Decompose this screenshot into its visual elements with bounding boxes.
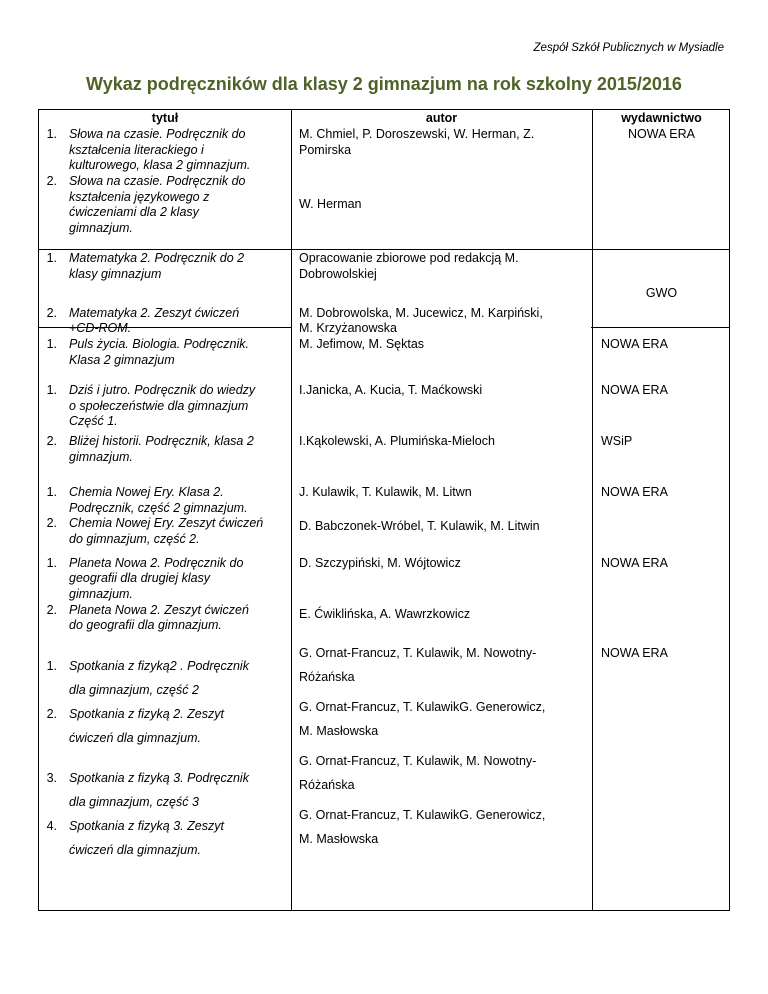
author-line: Różańska — [299, 778, 355, 792]
book-title-line: o społeczeństwie dla gimnazjum — [69, 399, 249, 413]
book-title-line: Puls życia. Biologia. Podręcznik. — [69, 337, 249, 351]
book-title-line: ćwiczeń dla gimnazjum. — [69, 731, 201, 745]
book-title-line: Spotkania z fizyką 3. Podręcznik — [69, 771, 249, 785]
item-number: 2. — [46, 174, 57, 188]
column-divider — [592, 110, 593, 910]
item-number: 2. — [46, 306, 57, 320]
author-line: M. Krzyżanowska — [299, 321, 397, 335]
book-title-line: Matematyka 2. Podręcznik do 2 — [69, 251, 245, 265]
book-title-line: dla gimnazjum, część 2 — [69, 683, 199, 697]
author-line: D. Babczonek-Wróbel, T. Kulawik, M. Litwin — [299, 519, 540, 533]
item-number: 4. — [46, 819, 57, 833]
author-line: G. Ornat-Francuz, T. KulawikG. Generowicz, — [299, 700, 546, 714]
publisher-name: NOWA ERA — [601, 337, 668, 351]
textbook-table — [38, 109, 730, 911]
item-number: 3. — [46, 771, 57, 785]
publisher-name: NOWA ERA — [601, 383, 668, 397]
author-line: M. Masłowska — [299, 832, 379, 846]
column-header-author: autor — [425, 111, 458, 125]
item-number: 1. — [46, 383, 57, 397]
book-title-line: Słowa na czasie. Podręcznik do — [69, 127, 246, 141]
author-line: Opracowanie zbiorowe pod redakcją M. — [299, 251, 519, 265]
book-title-line: dla gimnazjum, część 3 — [69, 795, 199, 809]
book-title-line: kształcenia literackiego i — [69, 143, 204, 157]
author-line: M. Dobrowolska, M. Jucewicz, M. Karpiński, — [299, 306, 543, 320]
item-number: 1. — [46, 251, 57, 265]
book-title-line: gimnazjum. — [69, 450, 133, 464]
author-line: D. Szczypiński, M. Wójtowicz — [299, 556, 461, 570]
item-number: 1. — [46, 127, 57, 141]
book-title-line: kształcenia językowego z — [69, 190, 210, 204]
publisher-name: NOWA ERA — [601, 556, 668, 570]
book-title-line: kulturowego, klasa 2 gimnazjum. — [69, 158, 251, 172]
row-divider — [291, 249, 729, 250]
book-title-line: ćwiczeń dla gimnazjum. — [69, 843, 201, 857]
author-line: Dobrowolskiej — [299, 267, 377, 281]
row-divider — [591, 327, 729, 328]
item-number: 1. — [46, 659, 57, 673]
book-title-line: Spotkania z fizyką2 . Podręcznik — [69, 659, 249, 673]
author-line: Pomirska — [299, 143, 352, 157]
book-title-line: +CD-ROM. — [69, 321, 132, 335]
author-line: W. Herman — [299, 197, 362, 211]
book-title-line: Planeta Nowa 2. Zeszyt ćwiczeń — [69, 603, 249, 617]
publisher-name: WSiP — [601, 434, 633, 448]
book-title-line: Dziś i jutro. Podręcznik do wiedzy — [69, 383, 256, 397]
publisher-name: NOWA ERA — [628, 127, 695, 141]
column-header-title: tytuł — [151, 111, 179, 125]
author-line: I.Janicka, A. Kucia, T. Maćkowski — [299, 383, 483, 397]
book-title-line: Chemia Nowej Ery. Klasa 2. — [69, 485, 224, 499]
author-line: I.Kąkolewski, A. Plumińska-Mieloch — [299, 434, 495, 448]
column-header-publisher: wydawnictwo — [621, 111, 702, 125]
item-number: 1. — [46, 556, 57, 570]
book-title-line: Chemia Nowej Ery. Zeszyt ćwiczeń — [69, 516, 264, 530]
book-title-line: do gimnazjum, część 2. — [69, 532, 200, 546]
author-line: J. Kulawik, T. Kulawik, M. Litwn — [299, 485, 472, 499]
book-title-line: gimnazjum. — [69, 221, 133, 235]
book-title-line: Planeta Nowa 2. Podręcznik do — [69, 556, 244, 570]
author-line: G. Ornat-Francuz, T. KulawikG. Generowicz, — [299, 808, 546, 822]
book-title-line: Matematyka 2. Zeszyt ćwiczeń — [69, 306, 240, 320]
author-line: Różańska — [299, 670, 355, 684]
page-title: Wykaz podręczników dla klasy 2 gimnazjum na rok szkolny 2015/2016 — [86, 74, 682, 94]
book-title-line: do geografii dla gimnazjum. — [69, 618, 222, 632]
book-title-line: Bliżej historii. Podręcznik, klasa 2 — [69, 434, 254, 448]
book-title-line: gimnazjum. — [69, 587, 133, 601]
book-title-line: Spotkania z fizyką 3. Zeszyt — [69, 819, 224, 833]
author-line: G. Ornat-Francuz, T. Kulawik, M. Nowotny- — [299, 646, 537, 660]
author-line: G. Ornat-Francuz, T. Kulawik, M. Nowotny- — [299, 754, 537, 768]
author-line: M. Chmiel, P. Doroszewski, W. Herman, Z. — [299, 127, 535, 141]
book-title-line: Spotkania z fizyką 2. Zeszyt — [69, 707, 224, 721]
book-title-line: Słowa na czasie. Podręcznik do — [69, 174, 246, 188]
publisher-name: NOWA ERA — [601, 646, 668, 660]
book-title-line: geografii dla drugiej klasy — [69, 571, 211, 585]
book-title-line: Część 1. — [69, 414, 118, 428]
author-line: M. Jefimow, M. Sęktas — [299, 337, 425, 351]
book-title-line: Podręcznik, część 2 gimnazjum. — [69, 501, 248, 515]
book-title-line: klasy gimnazjum — [69, 267, 162, 281]
row-divider — [39, 249, 291, 250]
author-line: M. Masłowska — [299, 724, 379, 738]
publisher-name: GWO — [645, 286, 678, 300]
item-number: 1. — [46, 485, 57, 499]
column-divider — [291, 110, 292, 910]
item-number: 2. — [46, 434, 57, 448]
item-number: 2. — [46, 516, 57, 530]
publisher-name: NOWA ERA — [601, 485, 668, 499]
author-line: E. Ćwiklińska, A. Wawrzkowicz — [299, 607, 471, 621]
book-title-line: ćwiczeniami dla 2 klasy — [69, 205, 199, 219]
item-number: 2. — [46, 603, 57, 617]
book-title-line: Klasa 2 gimnazjum — [69, 353, 175, 367]
item-number: 2. — [46, 707, 57, 721]
school-header: Zespół Szkół Publicznych w Mysiadle — [533, 42, 724, 54]
item-number: 1. — [46, 337, 57, 351]
